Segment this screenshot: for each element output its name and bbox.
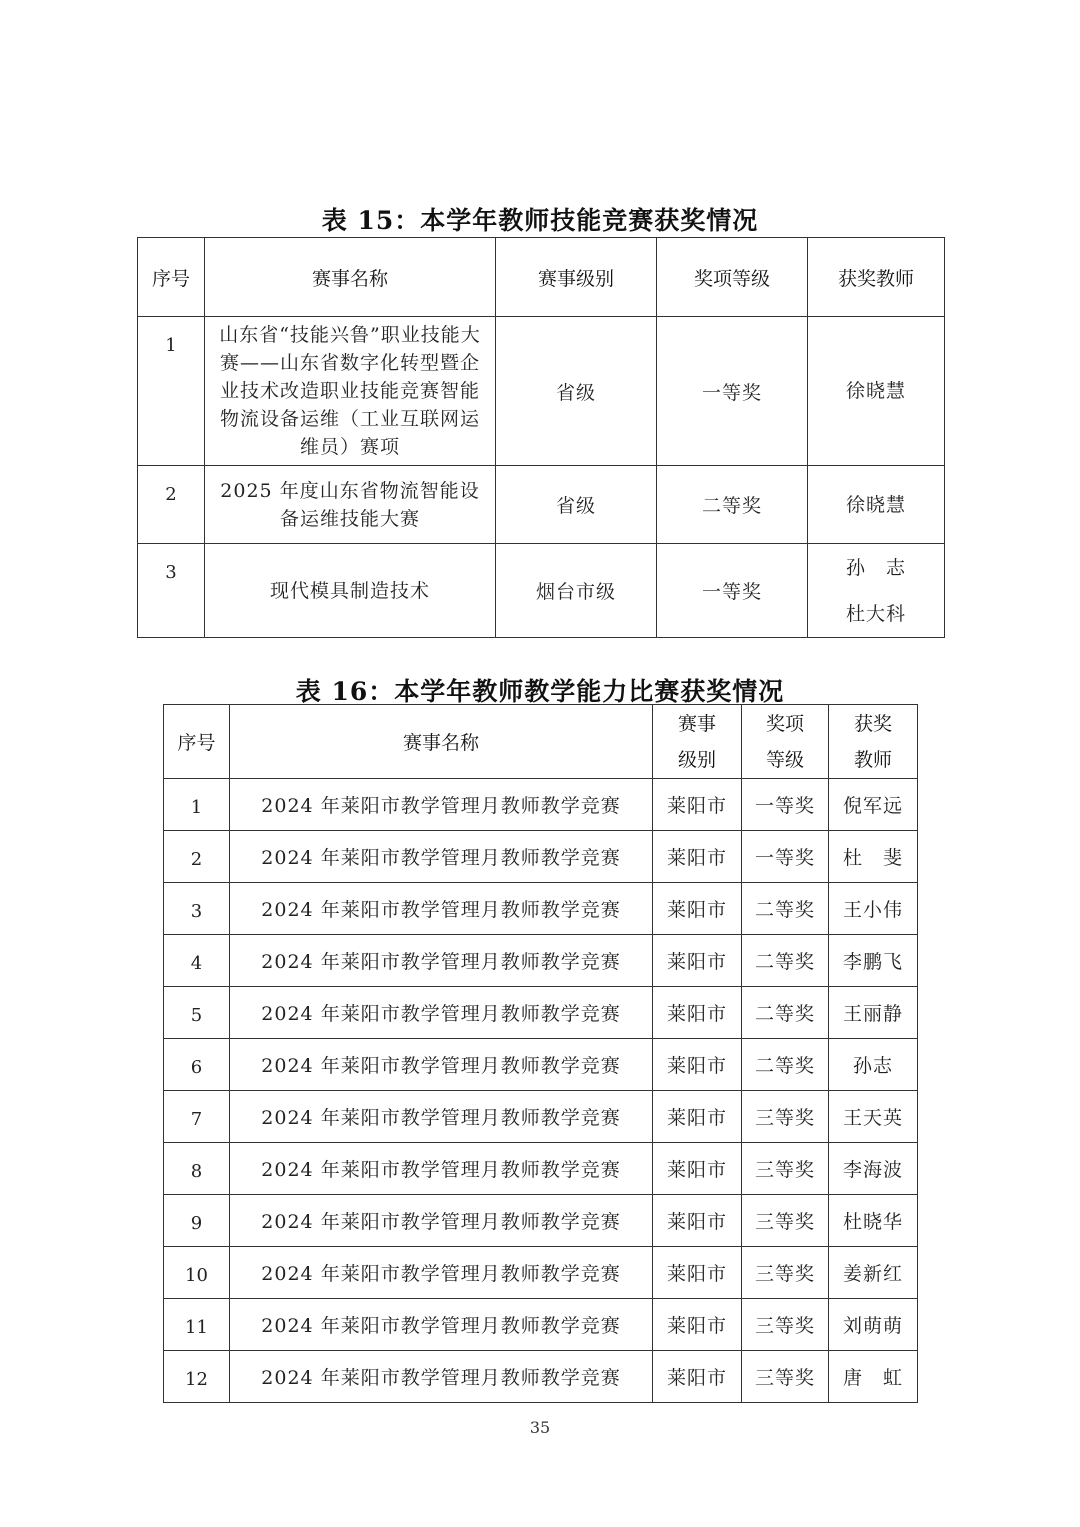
row-number: 4	[164, 935, 230, 987]
event-level: 莱阳市	[653, 1299, 742, 1351]
event-name: 山东省“技能兴鲁”职业技能大赛——山东省数字化转型暨企业技术改造职业技能竞赛智能物流设备运维（工业互联网运维员）赛项	[205, 317, 496, 466]
column-header-event-name: 赛事名称	[230, 705, 653, 779]
event-level: 莱阳市	[653, 831, 742, 883]
table-row	[164, 831, 918, 883]
teacher-name: 杜晓华	[829, 1195, 918, 1247]
column-header-no: 序号	[138, 238, 205, 317]
event-level: 省级	[496, 317, 657, 466]
teacher-name: 姜新红	[829, 1247, 918, 1299]
row-number: 9	[164, 1195, 230, 1247]
event-name: 2024 年莱阳市教学管理月教师教学竞赛	[230, 935, 653, 987]
column-header-award-level: 奖项等级	[657, 238, 808, 317]
teacher-cell	[808, 544, 945, 638]
award-level: 三等奖	[742, 1351, 829, 1403]
event-name: 2024 年莱阳市教学管理月教师教学竞赛	[230, 779, 653, 831]
award-level: 三等奖	[742, 1195, 829, 1247]
event-name: 2024 年莱阳市教学管理月教师教学竞赛	[230, 1299, 653, 1351]
column-header-event-level	[653, 705, 742, 779]
header-line: 获奖	[853, 712, 892, 735]
header-line: 赛事	[677, 712, 716, 735]
teacher-name: 王丽静	[829, 987, 918, 1039]
page-number: 35	[529, 1418, 551, 1437]
teacher-name: 徐晓慧	[845, 493, 906, 516]
event-level: 莱阳市	[653, 1039, 742, 1091]
row-number: 2	[164, 831, 230, 883]
row-number: 1	[138, 317, 205, 466]
teacher-cell	[808, 466, 945, 544]
header-line: 教师	[853, 748, 892, 771]
row-number: 8	[164, 1143, 230, 1195]
column-header-event-name: 赛事名称	[205, 238, 496, 317]
event-name: 2024 年莱阳市教学管理月教师教学竞赛	[230, 1091, 653, 1143]
event-level: 莱阳市	[653, 987, 742, 1039]
header-line: 奖项	[765, 712, 804, 735]
column-header-teacher	[829, 705, 918, 779]
table-row	[164, 935, 918, 987]
column-header-no: 序号	[164, 705, 230, 779]
row-number: 12	[164, 1351, 230, 1403]
teacher-name: 倪军远	[829, 779, 918, 831]
row-number: 2	[138, 466, 205, 544]
event-name: 现代模具制造技术	[205, 544, 496, 638]
row-number: 3	[138, 544, 205, 638]
table-row	[164, 1351, 918, 1403]
header-line: 级别	[677, 748, 716, 771]
row-number: 3	[164, 883, 230, 935]
column-header-event-level: 赛事级别	[496, 238, 657, 317]
event-name: 2024 年莱阳市教学管理月教师教学竞赛	[230, 987, 653, 1039]
event-level: 莱阳市	[653, 935, 742, 987]
event-level: 莱阳市	[653, 883, 742, 935]
row-number: 1	[164, 779, 230, 831]
event-name: 2024 年莱阳市教学管理月教师教学竞赛	[230, 1039, 653, 1091]
table-row	[138, 466, 945, 544]
table-row	[164, 883, 918, 935]
teacher-name: 唐 虹	[829, 1351, 918, 1403]
row-number: 11	[164, 1299, 230, 1351]
award-level: 二等奖	[742, 987, 829, 1039]
table-row	[164, 987, 918, 1039]
table-16-caption: 表 16：本学年教师教学能力比赛获奖情况	[295, 677, 785, 706]
teacher-name: 王小伟	[829, 883, 918, 935]
table-16-teaching-competition	[163, 704, 918, 1403]
teacher-name: 李鹏飞	[829, 935, 918, 987]
event-name: 2024 年莱阳市教学管理月教师教学竞赛	[230, 831, 653, 883]
event-level: 莱阳市	[653, 1091, 742, 1143]
teacher-name: 李海波	[829, 1143, 918, 1195]
event-level: 莱阳市	[653, 1351, 742, 1403]
event-name: 2025 年度山东省物流智能设备运维技能大赛	[205, 466, 496, 544]
teacher-name: 孙 志	[845, 556, 906, 579]
award-level: 二等奖	[742, 935, 829, 987]
table-16-body	[164, 779, 918, 1403]
header-line: 等级	[765, 748, 804, 771]
table-row	[164, 1195, 918, 1247]
award-level: 一等奖	[742, 779, 829, 831]
event-name: 2024 年莱阳市教学管理月教师教学竞赛	[230, 1195, 653, 1247]
table-row	[138, 317, 945, 466]
event-level: 烟台市级	[496, 544, 657, 638]
column-header-award-level	[742, 705, 829, 779]
row-number: 6	[164, 1039, 230, 1091]
event-level: 莱阳市	[653, 1195, 742, 1247]
table-row	[164, 779, 918, 831]
award-level: 一等奖	[657, 317, 808, 466]
teacher-name: 刘萌萌	[829, 1299, 918, 1351]
table-row	[164, 1143, 918, 1195]
table-row	[164, 1039, 918, 1091]
teacher-name: 杜大科	[845, 602, 906, 625]
award-level: 三等奖	[742, 1299, 829, 1351]
award-level: 三等奖	[742, 1091, 829, 1143]
table-row	[164, 1247, 918, 1299]
award-level: 一等奖	[742, 831, 829, 883]
teacher-name: 徐晓慧	[845, 380, 906, 402]
table-15-caption: 表 15：本学年教师技能竞赛获奖情况	[321, 206, 759, 235]
row-number: 7	[164, 1091, 230, 1143]
table-row	[138, 544, 945, 638]
table-15-skill-competition	[137, 237, 945, 638]
event-name: 2024 年莱阳市教学管理月教师教学竞赛	[230, 883, 653, 935]
award-level: 三等奖	[742, 1143, 829, 1195]
event-name: 2024 年莱阳市教学管理月教师教学竞赛	[230, 1247, 653, 1299]
row-number: 5	[164, 987, 230, 1039]
event-name: 2024 年莱阳市教学管理月教师教学竞赛	[230, 1143, 653, 1195]
award-level: 一等奖	[657, 544, 808, 638]
column-header-teacher: 获奖教师	[808, 238, 945, 317]
event-level: 莱阳市	[653, 1247, 742, 1299]
award-level: 二等奖	[742, 1039, 829, 1091]
teacher-name: 王天英	[829, 1091, 918, 1143]
row-number: 10	[164, 1247, 230, 1299]
award-level: 二等奖	[742, 883, 829, 935]
award-level: 二等奖	[657, 466, 808, 544]
award-level: 三等奖	[742, 1247, 829, 1299]
teacher-name: 孙志	[829, 1039, 918, 1091]
event-level: 莱阳市	[653, 779, 742, 831]
teacher-cell	[808, 317, 945, 466]
event-name: 2024 年莱阳市教学管理月教师教学竞赛	[230, 1351, 653, 1403]
teacher-name: 杜 斐	[829, 831, 918, 883]
event-level: 莱阳市	[653, 1143, 742, 1195]
table-row	[164, 1299, 918, 1351]
event-level: 省级	[496, 466, 657, 544]
table-row	[164, 1091, 918, 1143]
